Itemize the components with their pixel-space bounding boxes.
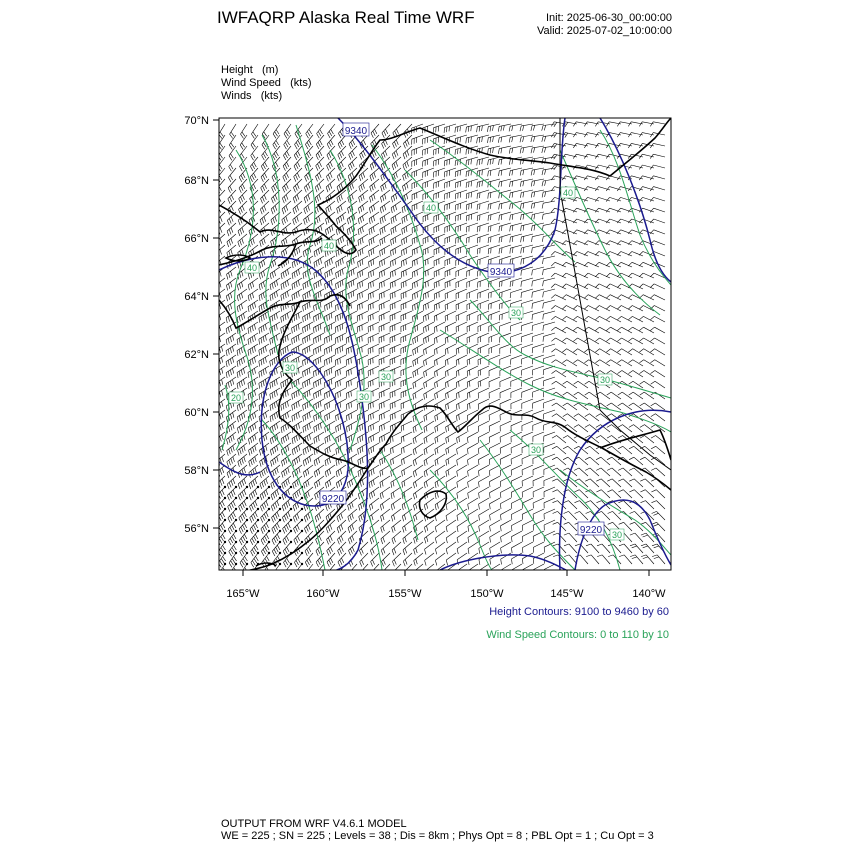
field-wind-speed: Wind Speed (kts): [221, 77, 312, 89]
lat-label: 68°N: [184, 175, 209, 187]
calm-dot: [290, 530, 292, 532]
height-contour-legend: Height Contours: 9100 to 9460 by 60: [489, 606, 669, 618]
wind-contour-label: 30: [530, 445, 542, 455]
calm-dot: [301, 563, 303, 565]
wind-contour-label: 40: [323, 241, 335, 251]
lat-label: 62°N: [184, 349, 209, 361]
wind-contour-label: 30: [380, 372, 392, 382]
calm-dot: [279, 530, 281, 532]
lat-label: 66°N: [184, 233, 209, 245]
calm-dot: [301, 541, 303, 543]
wind-contour-label: 30: [510, 308, 522, 318]
model-name: OUTPUT FROM WRF V4.6.1 MODEL: [221, 818, 407, 830]
wind-contour-label: 30: [611, 530, 623, 540]
calm-dot: [246, 530, 248, 532]
calm-dot: [224, 508, 226, 510]
wind-contour-label: 30: [284, 363, 296, 373]
wind-contour-label: 30: [599, 375, 611, 385]
lat-label: 70°N: [184, 115, 209, 127]
calm-dot: [268, 552, 270, 554]
calm-dot: [290, 508, 292, 510]
calm-dot: [257, 486, 259, 488]
calm-dot: [246, 508, 248, 510]
calm-dot: [235, 563, 237, 565]
calm-dot: [257, 552, 259, 554]
calm-dot: [301, 508, 303, 510]
calm-dot: [224, 497, 226, 499]
init-time: Init: 2025-06-30_00:00:00: [546, 12, 672, 24]
longitude-labels: [226, 588, 666, 600]
chart-title: IWFAQRP Alaska Real Time WRF: [217, 8, 475, 27]
wind-contour-label: 30: [358, 392, 370, 402]
calm-dot: [246, 497, 248, 499]
latitude-labels: [184, 115, 209, 535]
lon-label: 140°W: [632, 588, 666, 600]
calm-dot: [246, 519, 248, 521]
height-contour-label: 9340: [489, 267, 513, 278]
calm-dot: [268, 508, 270, 510]
calm-dot: [279, 552, 281, 554]
calm-dot: [290, 563, 292, 565]
model-footer: [221, 818, 654, 842]
calm-dot: [246, 486, 248, 488]
lat-label: 56°N: [184, 523, 209, 535]
model-config: WE = 225 ; SN = 225 ; Levels = 38 ; Dis = 8km ; Phys Opt = 8 ; PBL Opt = 1 ; Cu Opt = 3: [221, 830, 654, 842]
calm-dot: [257, 497, 259, 499]
lon-label: 150°W: [470, 588, 504, 600]
wind-contour-legend: Wind Speed Contours: 0 to 110 by 10: [486, 629, 669, 641]
lon-label: 160°W: [306, 588, 340, 600]
calm-dot: [246, 552, 248, 554]
lon-label: 145°W: [550, 588, 584, 600]
calm-dot: [279, 541, 281, 543]
calm-dot: [279, 508, 281, 510]
calm-dot: [257, 541, 259, 543]
calm-dot: [235, 552, 237, 554]
calm-dot: [301, 497, 303, 499]
calm-dot: [268, 530, 270, 532]
calm-dot: [224, 486, 226, 488]
calm-dot: [235, 486, 237, 488]
calm-dot: [235, 519, 237, 521]
calm-dot: [235, 497, 237, 499]
field-winds: Winds (kts): [221, 90, 283, 102]
calm-dot: [290, 486, 292, 488]
lon-label: 155°W: [388, 588, 422, 600]
calm-dot: [224, 563, 226, 565]
calm-dot: [257, 508, 259, 510]
lat-label: 64°N: [184, 291, 209, 303]
calm-dot: [235, 508, 237, 510]
height-contour-label: 9220: [321, 494, 345, 505]
wind-contour-label: 40: [246, 263, 258, 273]
valid-time: Valid: 2025-07-02_10:00:00: [537, 25, 672, 37]
wind-contour-label: 40: [562, 188, 574, 198]
calm-dot: [224, 519, 226, 521]
calm-dot: [279, 563, 281, 565]
height-contour-label: 9220: [579, 525, 603, 536]
calm-dot: [290, 519, 292, 521]
calm-dot: [301, 552, 303, 554]
calm-dot: [301, 519, 303, 521]
height-contour-label: 9340: [344, 126, 368, 137]
calm-dot: [279, 519, 281, 521]
calm-dot: [268, 497, 270, 499]
calm-dot: [246, 541, 248, 543]
calm-dot: [235, 541, 237, 543]
field-height: Height (m): [221, 64, 279, 76]
lat-label: 58°N: [184, 465, 209, 477]
lat-label: 60°N: [184, 407, 209, 419]
calm-dot: [268, 519, 270, 521]
calm-dot: [246, 563, 248, 565]
calm-dot: [224, 552, 226, 554]
lon-label: 165°W: [226, 588, 260, 600]
calm-dot: [224, 530, 226, 532]
calm-dot: [257, 519, 259, 521]
calm-dot: [224, 541, 226, 543]
calm-dot: [268, 486, 270, 488]
wind-contour-label: 40: [425, 203, 437, 213]
calm-dot: [301, 530, 303, 532]
calm-dot: [268, 541, 270, 543]
calm-dot: [257, 530, 259, 532]
calm-dot: [235, 530, 237, 532]
wind-contour-label: 20: [230, 393, 242, 403]
calm-dot: [290, 541, 292, 543]
calm-dot: [279, 497, 281, 499]
